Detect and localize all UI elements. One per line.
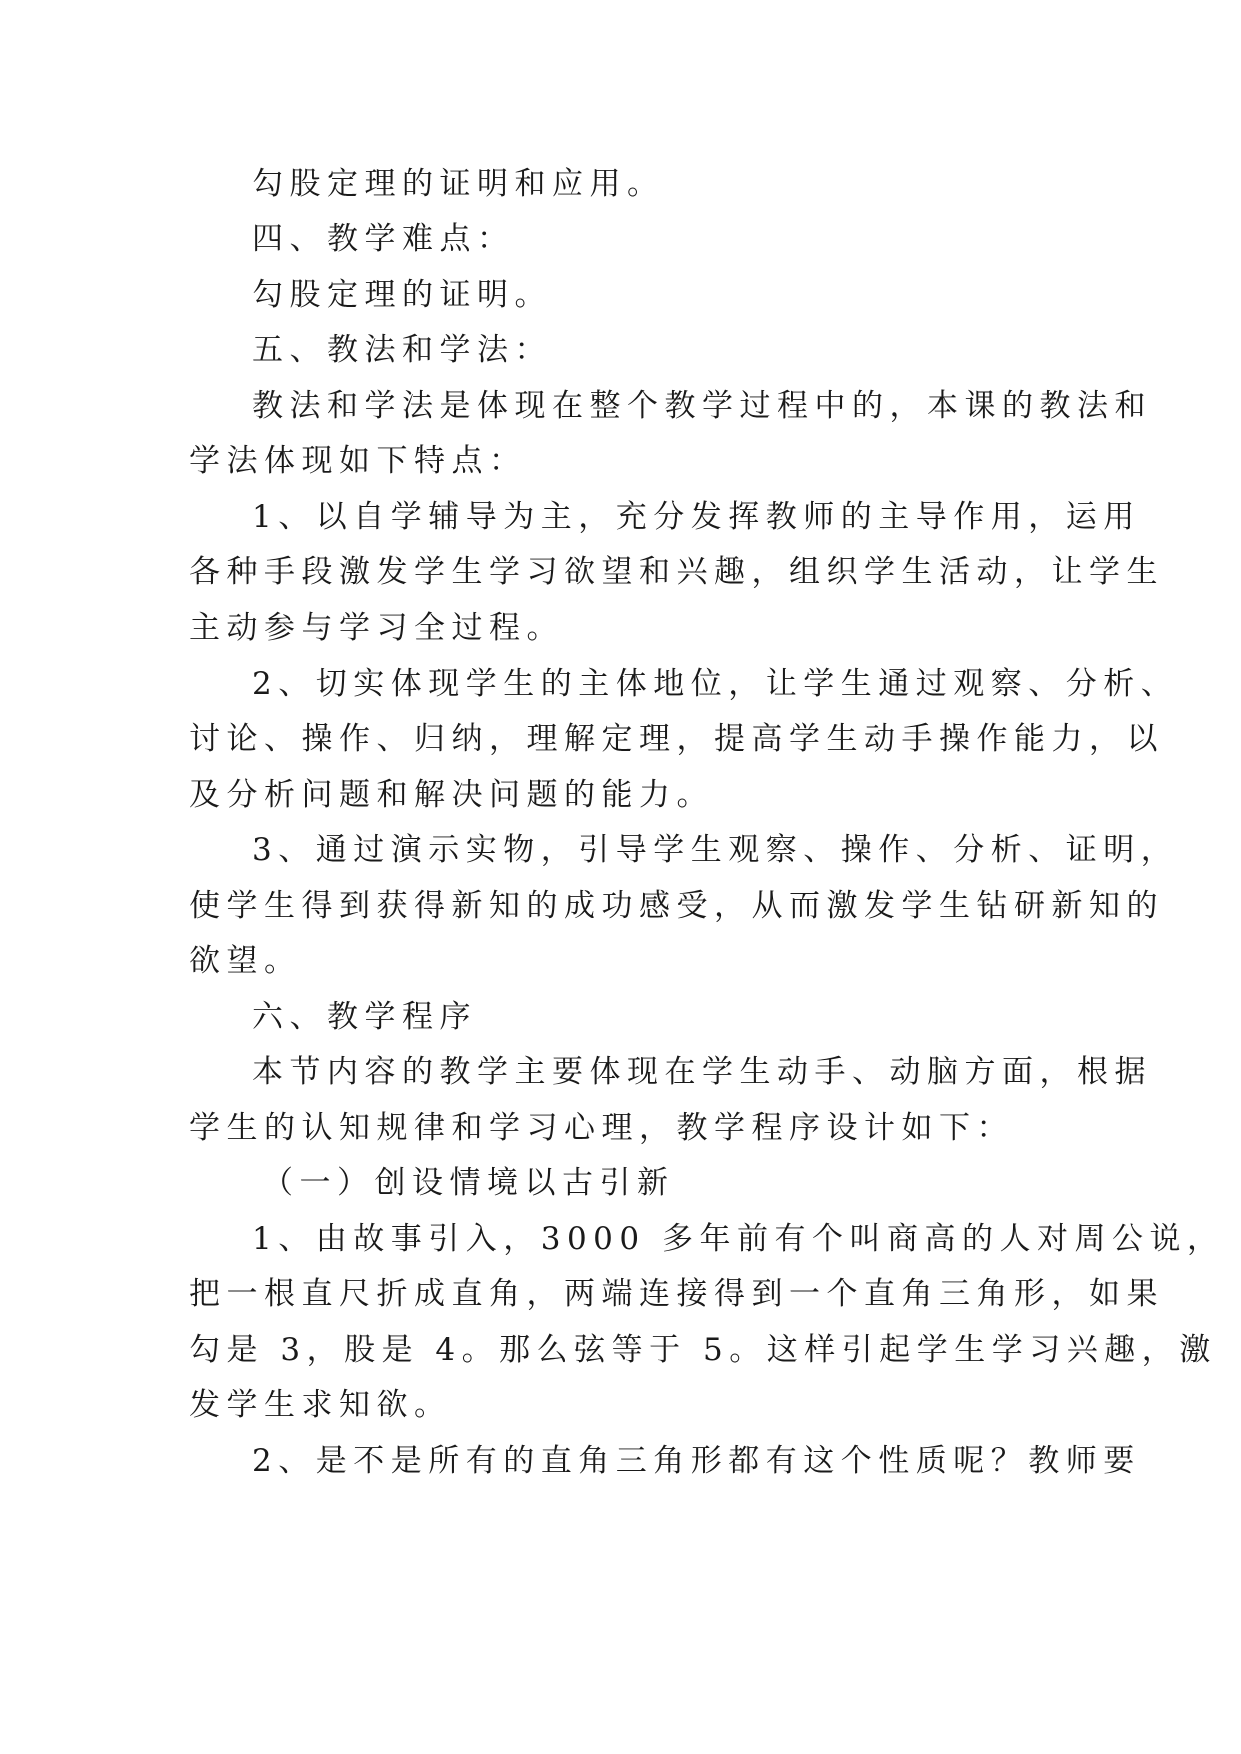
list-item-line: 及分析问题和解决问题的能力。: [189, 777, 714, 813]
list-item-line: 2、切实体现学生的主体地位，让学生通过观察、分析、: [252, 666, 1179, 702]
paragraph-line: 学法体现如下特点：: [189, 443, 527, 479]
subsection-heading: （一）创设情境以古引新: [262, 1165, 675, 1201]
section-heading: 四、教学难点：: [252, 221, 515, 257]
list-item-line: 发学生求知欲。: [189, 1387, 452, 1423]
paragraph-line: 勾股定理的证明和应用。: [252, 166, 665, 202]
list-item-line: 欲望。: [189, 943, 302, 979]
list-item-line: 使学生得到获得新知的成功感受，从而激发学生钻研新知的: [189, 888, 1164, 924]
section-heading: 五、教法和学法：: [252, 332, 552, 368]
list-item-line: 1、由故事引入，3000 多年前有个叫商高的人对周公说，: [252, 1221, 1225, 1257]
list-item-line: 1、以自学辅导为主，充分发挥教师的主导作用，运用: [252, 499, 1141, 535]
list-item-line: 各种手段激发学生学习欲望和兴趣，组织学生活动，让学生: [189, 554, 1164, 590]
paragraph-line: 勾股定理的证明。: [252, 277, 552, 313]
list-item-line: 2、是不是所有的直角三角形都有这个性质呢？教师要: [252, 1443, 1141, 1479]
paragraph-line: 教法和学法是体现在整个教学过程中的，本课的教法和: [252, 388, 1152, 424]
list-item-line: 勾是 3，股是 4。那么弦等于 5。这样引起学生学习兴趣，激: [189, 1332, 1217, 1368]
list-item-line: 主动参与学习全过程。: [189, 610, 564, 646]
list-item-line: 3、通过演示实物，引导学生观察、操作、分析、证明，: [252, 832, 1179, 868]
paragraph-line: 学生的认知规律和学习心理，教学程序设计如下：: [189, 1110, 1014, 1146]
list-item-line: 把一根直尺折成直角，两端连接得到一个直角三角形，如果: [189, 1276, 1164, 1312]
paragraph-line: 本节内容的教学主要体现在学生动手、动脑方面，根据: [252, 1054, 1152, 1090]
section-heading: 六、教学程序: [252, 999, 477, 1035]
list-item-line: 讨论、操作、归纳，理解定理，提高学生动手操作能力，以: [189, 721, 1164, 757]
